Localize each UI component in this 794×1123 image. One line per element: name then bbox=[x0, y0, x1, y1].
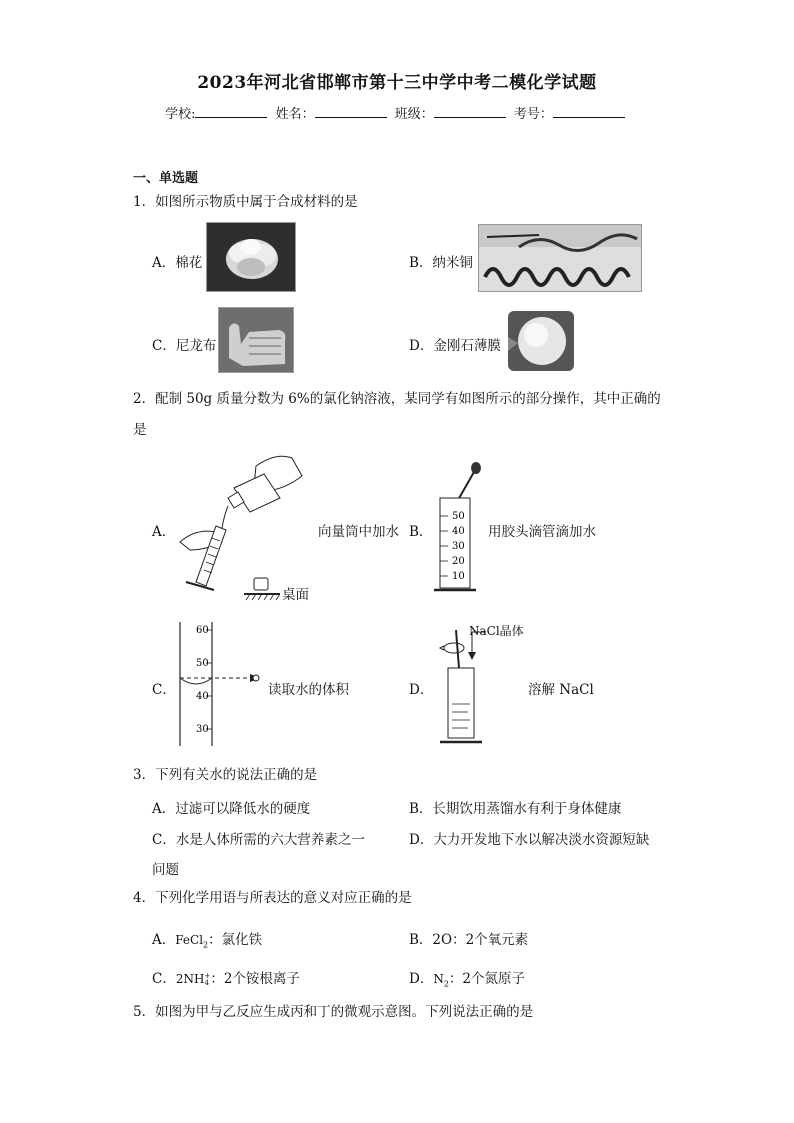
q3-option-a[interactable]: A．过滤可以降低水的硬度 bbox=[152, 801, 311, 817]
formula-meaning: ：2个铵根离子 bbox=[210, 971, 300, 987]
q2-option-b-caption: 用胶头滴管滴加水 bbox=[488, 524, 596, 540]
number-blank[interactable] bbox=[553, 105, 625, 118]
formula: 2O bbox=[432, 932, 453, 948]
pour-water-diagram bbox=[176, 446, 306, 606]
nacl-crystal-label: NaCl晶体 bbox=[469, 624, 524, 638]
tick-label: 40 bbox=[196, 691, 209, 702]
number-label: 考号： bbox=[513, 107, 553, 122]
nano-copper-photo bbox=[478, 224, 642, 292]
option-letter: D． bbox=[409, 971, 434, 987]
q2-option-b-letter[interactable]: B． bbox=[409, 524, 433, 540]
section-title: 一、单选题 bbox=[133, 171, 199, 186]
dropper-cylinder-diagram bbox=[432, 458, 482, 598]
tick-label: 30 bbox=[196, 724, 209, 735]
q4-option-c[interactable] bbox=[152, 967, 300, 987]
q3-option-c[interactable]: C．水是人体所需的六大营养素之一 bbox=[152, 832, 365, 848]
tick-label: 50 bbox=[196, 658, 209, 669]
dissolve-nacl-diagram bbox=[434, 620, 494, 748]
q3-option-b[interactable]: B．长期饮用蒸馏水有利于身体健康 bbox=[409, 801, 622, 817]
nylon-cloth-photo bbox=[218, 307, 294, 373]
tick-label: 20 bbox=[452, 556, 465, 567]
formula-meaning: ：2个氧元素 bbox=[452, 932, 529, 948]
class-label: 班级： bbox=[394, 107, 434, 122]
tick-label: 50 bbox=[452, 511, 465, 522]
name-label: 姓名： bbox=[275, 107, 315, 122]
q1-option-a[interactable]: A．棉花 bbox=[152, 255, 203, 271]
formula-subscript: 4 bbox=[204, 978, 209, 987]
class-blank[interactable] bbox=[434, 105, 506, 118]
school-blank[interactable] bbox=[195, 105, 267, 118]
q4-option-d[interactable] bbox=[409, 967, 525, 989]
formula: 2NH bbox=[175, 972, 205, 986]
formula-subscript: 2 bbox=[443, 979, 449, 989]
q3-option-d-line2: 问题 bbox=[152, 862, 179, 878]
desk-label: 桌面 bbox=[282, 587, 309, 603]
name-blank[interactable] bbox=[315, 105, 387, 118]
option-letter: C． bbox=[152, 971, 176, 987]
q1-option-b[interactable]: B．纳米铜 bbox=[409, 255, 473, 271]
page-title: 2023年河北省邯郸市第十三中学中考二模化学试题 bbox=[197, 73, 597, 93]
q1-option-c[interactable]: C．尼龙布 bbox=[152, 338, 217, 354]
q2-option-c-caption: 读取水的体积 bbox=[268, 682, 349, 698]
diamond-film-photo bbox=[506, 307, 576, 373]
formula-meaning: ：氯化铁 bbox=[208, 932, 263, 948]
formula: FeCl bbox=[175, 933, 204, 947]
formula-superscript: + bbox=[204, 971, 211, 980]
q2-option-c-letter[interactable]: C． bbox=[152, 682, 176, 698]
option-letter: A． bbox=[152, 932, 176, 948]
student-info-line bbox=[0, 103, 794, 122]
q4-option-b[interactable] bbox=[409, 928, 528, 948]
school-label: 学校: bbox=[165, 107, 196, 122]
tick-label: 60 bbox=[196, 625, 209, 636]
q2-option-a-caption: 向量筒中加水 bbox=[318, 524, 399, 540]
q4-stem: 4．下列化学用语与所表达的意义对应正确的是 bbox=[133, 890, 412, 906]
formula: N bbox=[433, 972, 444, 986]
q5-stem: 5．如图为甲与乙反应生成丙和丁的微观示意图。下列说法正确的是 bbox=[133, 1004, 534, 1020]
q3-stem: 3．下列有关水的说法正确的是 bbox=[133, 767, 318, 783]
tick-label: 40 bbox=[452, 526, 465, 537]
tick-label: 10 bbox=[452, 571, 465, 582]
q2-stem-line1: 2．配制 50g 质量分数为 6%的氯化钠溶液，某同学有如图所示的部分操作，其中正确的 bbox=[133, 391, 661, 407]
tick-label: 30 bbox=[452, 541, 465, 552]
q4-option-a[interactable] bbox=[152, 928, 262, 950]
option-letter: B． bbox=[409, 932, 433, 948]
q1-stem: 1．如图所示物质中属于合成材料的是 bbox=[133, 194, 358, 210]
q2-option-d-caption: 溶解 NaCl bbox=[528, 682, 594, 698]
formula-subscript: 2 bbox=[203, 940, 209, 950]
read-volume-diagram bbox=[176, 620, 268, 750]
q2-option-d-letter[interactable]: D． bbox=[409, 682, 434, 698]
q2-stem-line2: 是 bbox=[133, 422, 147, 438]
q1-option-d[interactable]: D．金刚石薄膜 bbox=[409, 338, 501, 354]
cotton-photo bbox=[206, 222, 296, 292]
q3-option-d-line1[interactable]: D．大力开发地下水以解决淡水资源短缺 bbox=[409, 832, 650, 848]
formula-meaning: ：2个氮原子 bbox=[448, 971, 526, 987]
q2-option-a-letter[interactable]: A． bbox=[152, 524, 176, 540]
desk-surface-diagram bbox=[244, 576, 280, 602]
